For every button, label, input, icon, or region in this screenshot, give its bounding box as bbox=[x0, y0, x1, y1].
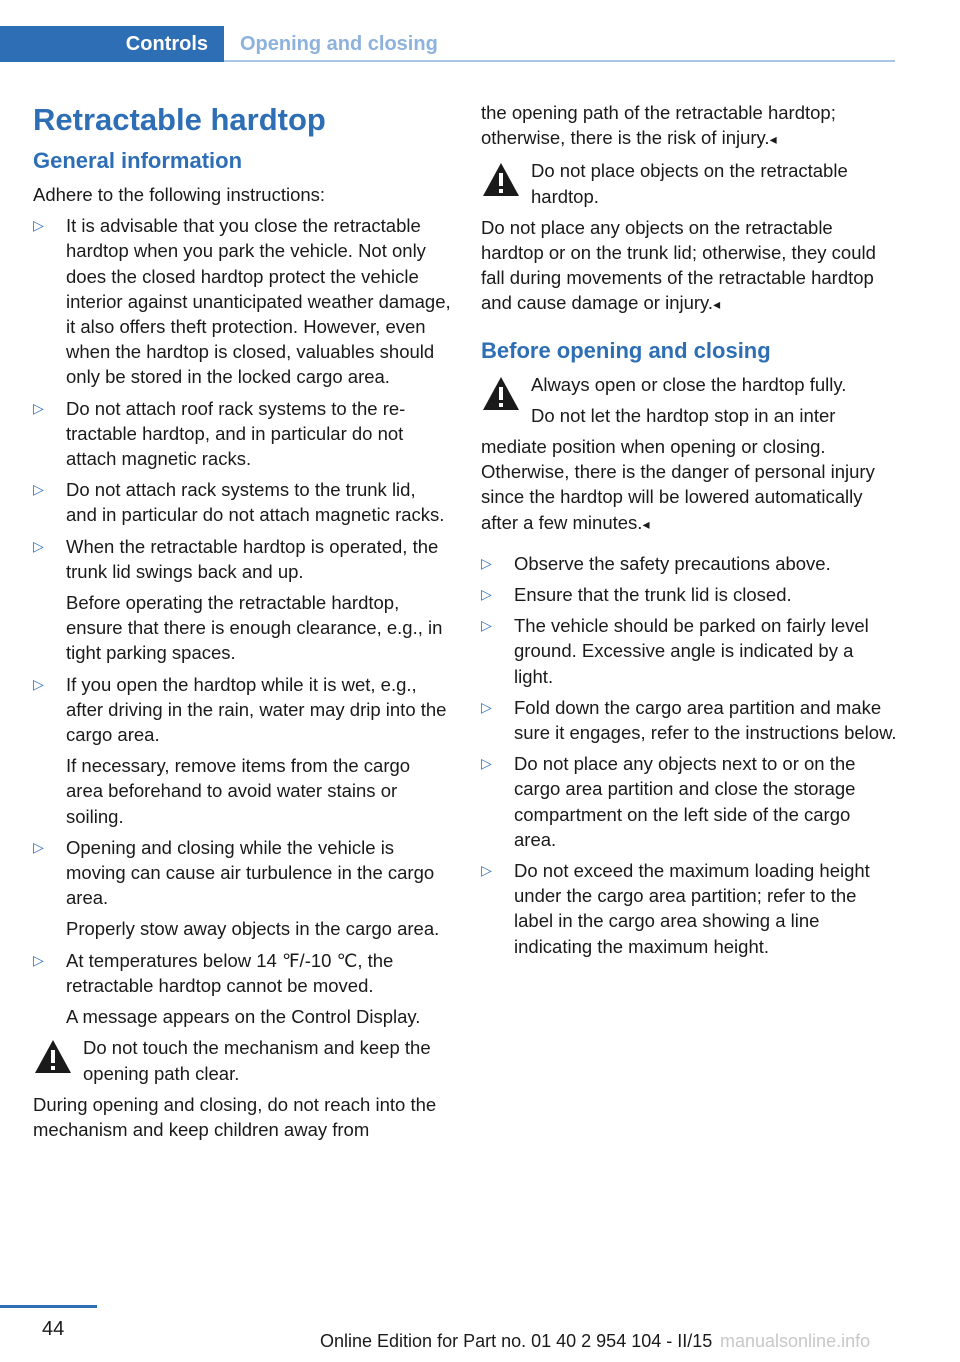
watermark: manualsonline.info bbox=[720, 1331, 871, 1351]
triangle-bullet-icon: ▷ bbox=[481, 617, 492, 634]
triangle-bullet-icon: ▷ bbox=[33, 951, 44, 968]
list-item: ▷ The vehicle should be parked on fairly level ground. Excessive angle is indicated by a light. bbox=[481, 615, 869, 687]
list-item: ▷ Do not attach roof rack systems to the retractable hardtop, and in particular do not attach magnetic racks. bbox=[33, 397, 406, 470]
list-item: ▷ Ensure that the trunk lid is closed. bbox=[481, 582, 897, 607]
page-header bbox=[0, 0, 895, 62]
checklist bbox=[481, 551, 897, 959]
warning-block bbox=[481, 158, 897, 317]
end-mark-icon: ◂ bbox=[713, 296, 721, 313]
end-mark-icon: ◂ bbox=[642, 515, 650, 532]
triangle-bullet-icon: ▷ bbox=[481, 554, 492, 571]
triangle-bullet-icon: ▷ bbox=[33, 537, 44, 554]
list-item: ▷ When the retractable hardtop is operated, the trunk lid swings back and up. Before operating the retractable hardtop, ensure that there is enough clearance, e.g., in tight parking spaces. bbox=[33, 534, 451, 666]
list-item: ▷ Do not place any objects next to or on the cargo area partition and close the storage compartment on the left side of the cargo area. bbox=[481, 753, 856, 850]
footer-rule bbox=[0, 1305, 97, 1308]
triangle-bullet-icon: ▷ bbox=[481, 862, 492, 879]
warning-block bbox=[481, 372, 897, 537]
page-number: 44 bbox=[42, 1318, 65, 1340]
warning-icon bbox=[33, 1037, 73, 1077]
section-tab-controls: Controls bbox=[0, 26, 224, 62]
warning-body: mediate position when opening or closing. Otherwise, there is the danger of personal injury since the hardtop will be lowered automatically after a few minutes.◂ bbox=[481, 436, 875, 533]
list-item-note: Before operating the retractable hardtop, ensure that there is enough clearance, e.g., in tight parking spaces. bbox=[66, 592, 443, 664]
warning-lead: Do not touch the mechanism and keep the opening path clear. bbox=[83, 1037, 431, 1084]
triangle-bullet-icon: ▷ bbox=[33, 675, 44, 692]
right-column bbox=[481, 100, 897, 965]
warning-lead: Always open or close the hardtop fully. bbox=[531, 373, 847, 395]
end-mark-icon: ◂ bbox=[769, 131, 777, 148]
section-tab-opening-closing: Opening and closing bbox=[240, 32, 438, 55]
list-item: ▷ Do not attach rack systems to the trunk lid, and in particular do not attach magnetic racks. bbox=[33, 479, 445, 526]
intro-text: Adhere to the following instructions: bbox=[33, 184, 326, 205]
triangle-bullet-icon: ▷ bbox=[481, 698, 492, 715]
page-title: Retractable hardtop bbox=[33, 102, 326, 137]
list-item: ▷ It is advisable that you close the retractable hardtop when you park the vehicle. Not only does the closed hardtop protect the vehicle interior against unanticipated weather damage, it also offers theft protection. However, even when the hardtop is closed, valuables should only be stored in the locked cargo area. bbox=[33, 215, 451, 388]
triangle-bullet-icon: ▷ bbox=[33, 399, 44, 416]
list-item: ▷ Do not exceed the maximum loading height under the cargo area partition; refer to the label in the cargo area showing a line indicating the maximum height. bbox=[481, 860, 870, 957]
left-column bbox=[33, 100, 451, 1148]
list-item: ▷ Observe the safety precautions above. bbox=[481, 551, 897, 576]
list-item: ▷ If you open the hardtop while it is wet, e.g., after driving in the rain, water may drip into the cargo area. If necessary, remove items from the cargo area beforehand to avoid water stains or soiling. bbox=[33, 672, 451, 829]
list-item-note: Properly stow away objects in the cargo area. bbox=[66, 918, 440, 940]
triangle-bullet-icon: ▷ bbox=[33, 481, 44, 498]
section-title-general-information: General information bbox=[33, 148, 243, 173]
triangle-bullet-icon: ▷ bbox=[481, 586, 492, 603]
continuation-text: the opening path of the retractable hardtop; otherwise, there is the risk of injury.◂ bbox=[481, 102, 836, 149]
instruction-list bbox=[33, 213, 451, 1029]
list-item: ▷ Fold down the cargo area partition and make sure it engages, refer to the instructions below. bbox=[481, 696, 897, 744]
edition-note: Online Edition for Part no. 01 40 2 954 104 - II/15 bbox=[320, 1331, 713, 1351]
warning-icon bbox=[481, 160, 521, 200]
section-title-before-opening: Before opening and closing bbox=[481, 337, 771, 363]
list-item: ▷ Opening and closing while the vehicle is moving can cause air turbulence in the cargo area. Properly stow away objects in the cargo area. bbox=[33, 835, 451, 942]
warning-block bbox=[33, 1035, 451, 1142]
triangle-bullet-icon: ▷ bbox=[33, 217, 44, 234]
warning-body-lead: Do not let the hardtop stop in an inter bbox=[531, 404, 836, 426]
list-item-note: If necessary, remove items from the cargo area beforehand to avoid water stains or soiling. bbox=[66, 755, 411, 827]
warning-lead: Do not place objects on the retractable hardtop. bbox=[531, 160, 848, 207]
list-item: ▷ At temperatures below 14 ℉/-10 ℃, the retractable hardtop cannot be moved. A message appears on the Control Display. bbox=[33, 948, 451, 1030]
triangle-bullet-icon: ▷ bbox=[481, 755, 492, 772]
header-rule bbox=[224, 60, 895, 62]
list-item-note: A message appears on the Control Display. bbox=[66, 1006, 421, 1028]
triangle-bullet-icon: ▷ bbox=[33, 838, 44, 855]
warning-icon bbox=[481, 374, 521, 414]
warning-body: During opening and closing, do not reach into the mechanism and keep children away from bbox=[33, 1093, 437, 1140]
warning-body: Do not place any objects on the retractable hardtop or on the trunk lid; otherwise, they could fall during movements of the retractable hardtop and cause damage or injury.◂ bbox=[481, 216, 876, 314]
